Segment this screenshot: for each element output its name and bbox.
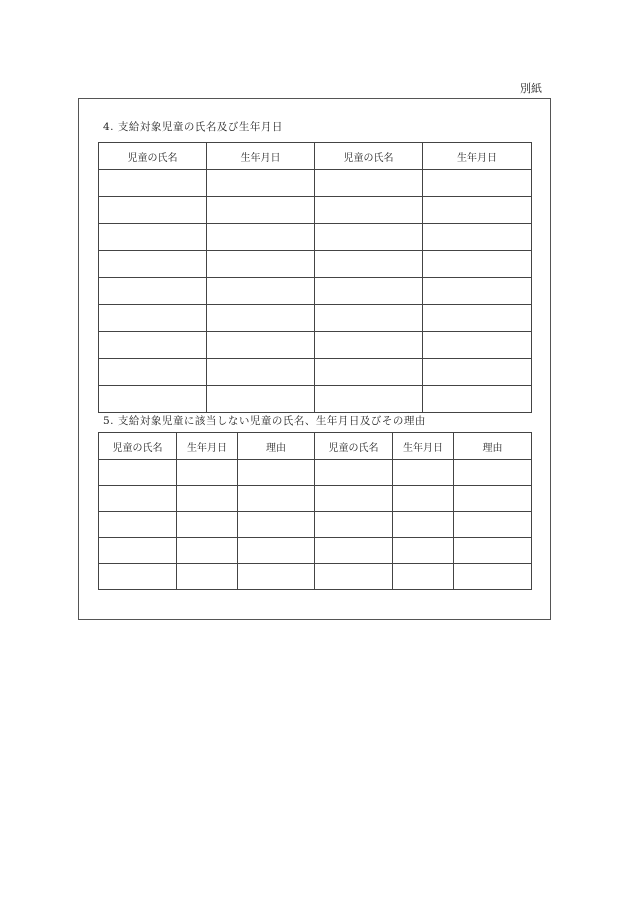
table-cell[interactable] [315, 512, 393, 538]
ineligible-children-rows [99, 460, 532, 590]
table-cell[interactable] [315, 251, 423, 278]
table-cell[interactable] [177, 538, 238, 564]
table-cell[interactable] [177, 564, 238, 590]
section5-heading: 5. 支給対象児童に該当しない児童の氏名、生年月日及びその理由 [103, 415, 426, 427]
table-cell[interactable] [423, 197, 532, 224]
table-cell[interactable] [99, 332, 207, 359]
table-cell[interactable] [99, 486, 177, 512]
table-row [99, 359, 532, 386]
table-header-row [99, 143, 532, 170]
table-row [99, 197, 532, 224]
table-cell[interactable] [315, 332, 423, 359]
table-row [99, 224, 532, 251]
column-header-child-name: 児童の氏名 [99, 143, 207, 170]
column-header-birthdate: 生年月日 [207, 143, 315, 170]
table-row [99, 538, 532, 564]
table-cell[interactable] [423, 224, 532, 251]
table-cell[interactable] [99, 386, 207, 413]
table-row [99, 251, 532, 278]
table-cell[interactable] [315, 460, 393, 486]
table-cell[interactable] [99, 170, 207, 197]
column-header-birthdate: 生年月日 [423, 143, 532, 170]
table-cell[interactable] [238, 486, 315, 512]
table-cell[interactable] [315, 224, 423, 251]
table-cell[interactable] [454, 460, 532, 486]
table-cell[interactable] [315, 170, 423, 197]
ineligible-children-table [98, 432, 532, 590]
table-cell[interactable] [99, 224, 207, 251]
table-cell[interactable] [207, 359, 315, 386]
table-cell[interactable] [99, 278, 207, 305]
table-cell[interactable] [315, 305, 423, 332]
table-cell[interactable] [315, 564, 393, 590]
table-cell[interactable] [207, 170, 315, 197]
eligible-children-table [98, 142, 532, 413]
table-cell[interactable] [315, 386, 423, 413]
table-cell[interactable] [99, 538, 177, 564]
table-cell[interactable] [454, 512, 532, 538]
table-header-row [99, 433, 532, 460]
table-cell[interactable] [393, 460, 454, 486]
table-cell[interactable] [99, 460, 177, 486]
column-header-birthdate: 生年月日 [393, 433, 454, 460]
table-cell[interactable] [177, 460, 238, 486]
table-cell[interactable] [423, 170, 532, 197]
table-row [99, 332, 532, 359]
column-header-reason: 理由 [238, 433, 315, 460]
table-row [99, 512, 532, 538]
attachment-label: 別紙 [520, 82, 542, 95]
table-cell[interactable] [99, 512, 177, 538]
table-row [99, 386, 532, 413]
table-cell[interactable] [315, 359, 423, 386]
table-row [99, 564, 532, 590]
table-cell[interactable] [393, 564, 454, 590]
table-row [99, 170, 532, 197]
table-cell[interactable] [454, 564, 532, 590]
table-cell[interactable] [207, 197, 315, 224]
table-cell[interactable] [99, 251, 207, 278]
table-cell[interactable] [423, 359, 532, 386]
column-header-child-name: 児童の氏名 [315, 433, 393, 460]
section4-heading: 4. 支給対象児童の氏名及び生年月日 [103, 121, 283, 133]
table-cell[interactable] [207, 305, 315, 332]
table-cell[interactable] [454, 486, 532, 512]
table-cell[interactable] [238, 512, 315, 538]
table-cell[interactable] [99, 359, 207, 386]
table-row [99, 486, 532, 512]
table-cell[interactable] [423, 332, 532, 359]
table-row [99, 278, 532, 305]
column-header-child-name: 児童の氏名 [99, 433, 177, 460]
table-cell[interactable] [423, 305, 532, 332]
table-cell[interactable] [238, 564, 315, 590]
table-cell[interactable] [207, 224, 315, 251]
table-cell[interactable] [423, 386, 532, 413]
column-header-reason: 理由 [454, 433, 532, 460]
table-cell[interactable] [454, 538, 532, 564]
table-cell[interactable] [393, 486, 454, 512]
table-cell[interactable] [99, 197, 207, 224]
table-cell[interactable] [238, 460, 315, 486]
column-header-birthdate: 生年月日 [177, 433, 238, 460]
table-cell[interactable] [393, 512, 454, 538]
table-cell[interactable] [393, 538, 454, 564]
table-row [99, 460, 532, 486]
table-cell[interactable] [207, 332, 315, 359]
table-cell[interactable] [177, 512, 238, 538]
table-cell[interactable] [423, 251, 532, 278]
table-cell[interactable] [207, 386, 315, 413]
table-cell[interactable] [315, 197, 423, 224]
table-cell[interactable] [177, 486, 238, 512]
eligible-children-rows [99, 170, 532, 413]
table-cell[interactable] [207, 251, 315, 278]
table-cell[interactable] [99, 564, 177, 590]
table-cell[interactable] [207, 278, 315, 305]
table-cell[interactable] [423, 278, 532, 305]
column-header-child-name: 児童の氏名 [315, 143, 423, 170]
table-cell[interactable] [315, 486, 393, 512]
table-cell[interactable] [315, 278, 423, 305]
table-cell[interactable] [99, 305, 207, 332]
table-row [99, 305, 532, 332]
table-cell[interactable] [315, 538, 393, 564]
table-cell[interactable] [238, 538, 315, 564]
